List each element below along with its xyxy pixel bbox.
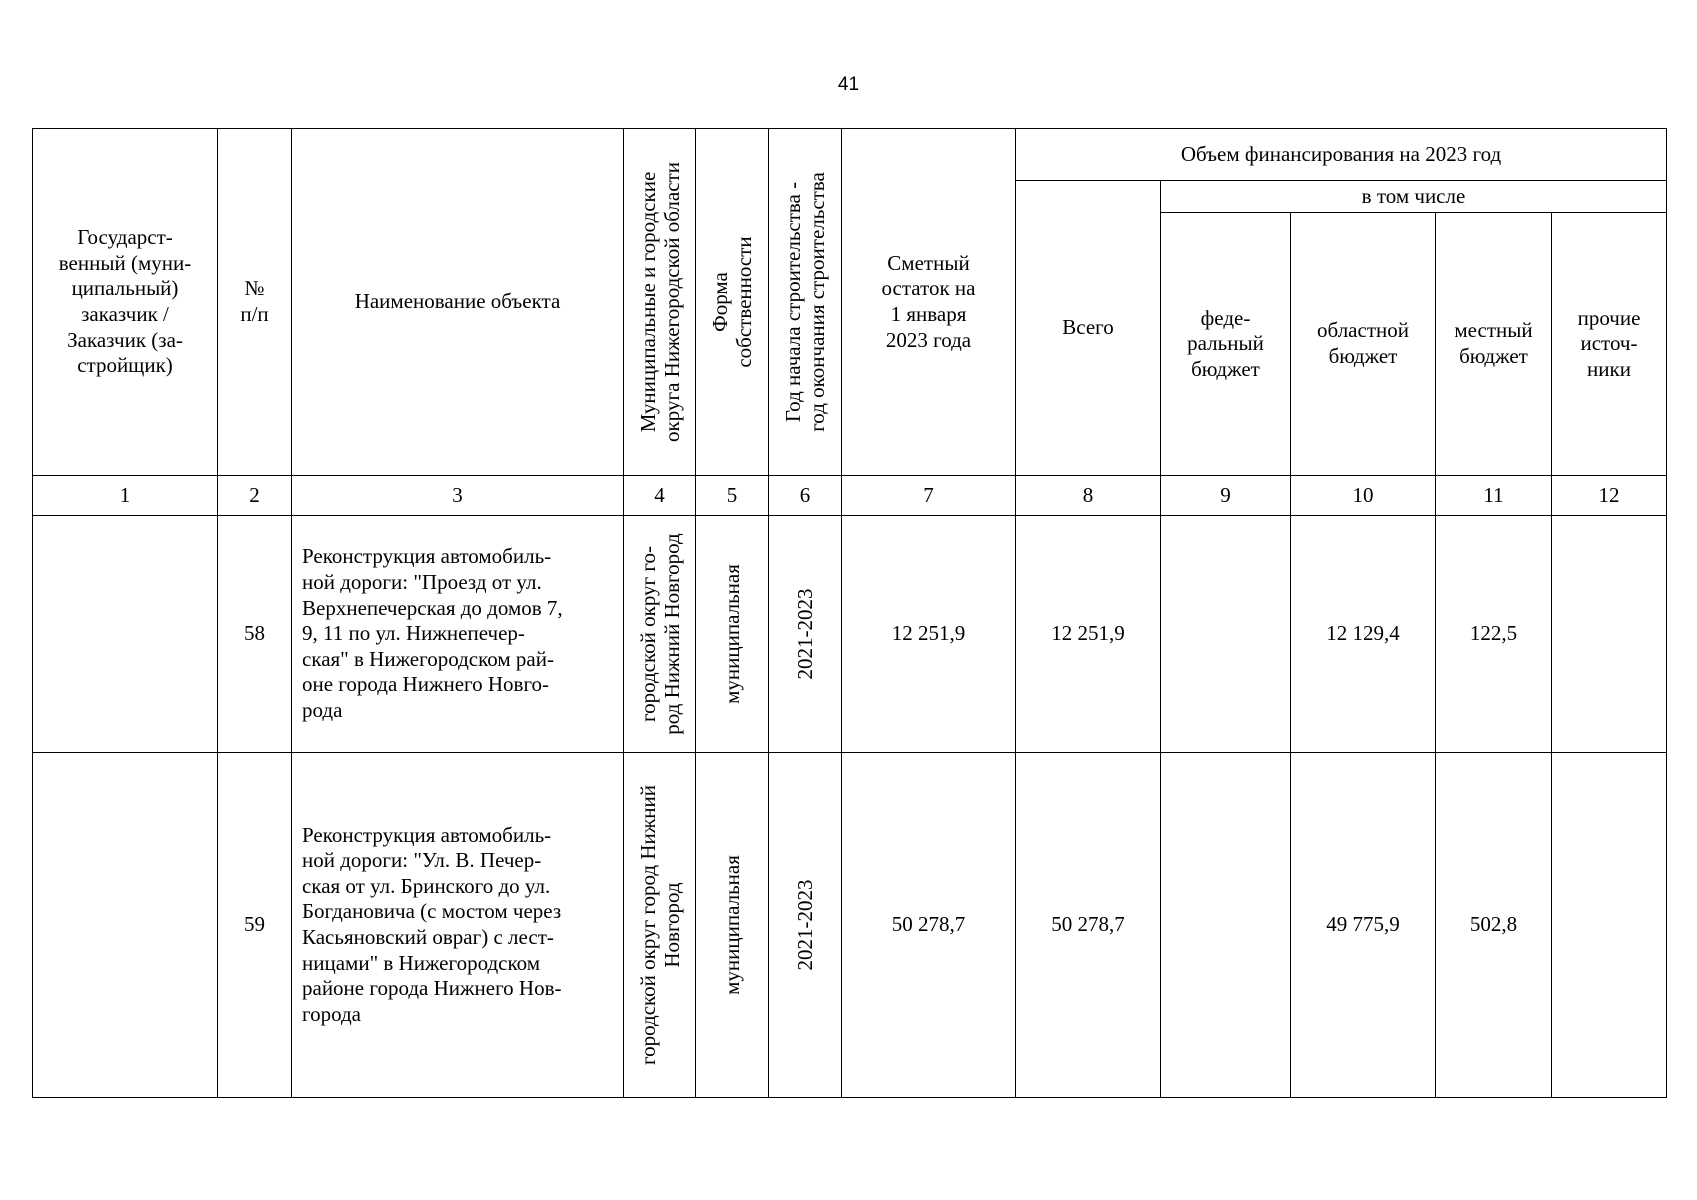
cell-ownership: муниципальная bbox=[696, 753, 769, 1098]
page-number: 41 bbox=[837, 74, 860, 95]
cell-customer bbox=[33, 516, 218, 753]
header-object-name: Наименование объекта bbox=[292, 129, 624, 476]
cell-other bbox=[1552, 753, 1667, 1098]
column-number: 12 bbox=[1552, 476, 1667, 516]
header-years: Год начала строительства - год окончания строительства bbox=[769, 129, 842, 476]
cell-estimate-balance: 12 251,9 bbox=[842, 516, 1016, 753]
cell-federal bbox=[1161, 753, 1291, 1098]
header-ownership: Форма собственности bbox=[696, 129, 769, 476]
table-row bbox=[33, 753, 1667, 1098]
column-number: 6 bbox=[769, 476, 842, 516]
cell-regional: 12 129,4 bbox=[1291, 516, 1436, 753]
cell-years: 2021-2023 bbox=[769, 516, 842, 753]
header-estimate-balance: Сметный остаток на 1 января 2023 года bbox=[842, 129, 1016, 476]
header-customer: Государст- венный (муни- ципальный) заказчик / Заказчик (за- стройщик) bbox=[33, 129, 218, 476]
header-local: местный бюджет bbox=[1436, 213, 1552, 476]
cell-other bbox=[1552, 516, 1667, 753]
table-row bbox=[33, 516, 1667, 753]
header-other: прочие источ- ники bbox=[1552, 213, 1667, 476]
column-number: 2 bbox=[218, 476, 292, 516]
cell-ownership: муниципальная bbox=[696, 516, 769, 753]
cell-customer bbox=[33, 753, 218, 1098]
cell-federal bbox=[1161, 516, 1291, 753]
column-number: 1 bbox=[33, 476, 218, 516]
header-federal: феде- ральный бюджет bbox=[1161, 213, 1291, 476]
cell-num: 59 bbox=[218, 753, 292, 1098]
column-number: 11 bbox=[1436, 476, 1552, 516]
header-num: № п/п bbox=[218, 129, 292, 476]
header-including: в том числе bbox=[1161, 181, 1667, 213]
column-number: 9 bbox=[1161, 476, 1291, 516]
column-number: 10 bbox=[1291, 476, 1436, 516]
header-municipality: Муниципальные и городские округа Нижегородской области bbox=[624, 129, 696, 476]
column-number: 7 bbox=[842, 476, 1016, 516]
cell-years: 2021-2023 bbox=[769, 753, 842, 1098]
column-number: 8 bbox=[1016, 476, 1161, 516]
cell-local: 502,8 bbox=[1436, 753, 1552, 1098]
cell-regional: 49 775,9 bbox=[1291, 753, 1436, 1098]
cell-local: 122,5 bbox=[1436, 516, 1552, 753]
cell-total: 12 251,9 bbox=[1016, 516, 1161, 753]
financing-table bbox=[32, 128, 1667, 1098]
cell-total: 50 278,7 bbox=[1016, 753, 1161, 1098]
column-number: 4 bbox=[624, 476, 696, 516]
cell-municipality: городской округ город Нижний Новгород bbox=[624, 753, 696, 1098]
column-number-row bbox=[33, 476, 1667, 516]
cell-estimate-balance: 50 278,7 bbox=[842, 753, 1016, 1098]
header-total: Всего bbox=[1016, 181, 1161, 476]
cell-num: 58 bbox=[218, 516, 292, 753]
column-number: 3 bbox=[292, 476, 624, 516]
column-number: 5 bbox=[696, 476, 769, 516]
cell-object-name: Реконструкция автомобиль- ной дороги: "Ул. В. Печер- ская от ул. Бринского до ул. Богдановича (с мостом через Касьяновский овраг) с лест- ницами" в Нижегородском районе города Нижнего Нов- города bbox=[292, 753, 624, 1098]
header-regional: областной бюджет bbox=[1291, 213, 1436, 476]
cell-object-name: Реконструкция автомобиль- ной дороги: "Проезд от ул. Верхнепечерская до домов 7, 9, 11 по ул. Нижнепечер- ская" в Нижегородском рай- оне города Нижнего Новго- рода bbox=[292, 516, 624, 753]
header-financing-total: Объем финансирования на 2023 год bbox=[1016, 129, 1667, 181]
cell-municipality: городской округ го- род Нижний Новгород bbox=[624, 516, 696, 753]
